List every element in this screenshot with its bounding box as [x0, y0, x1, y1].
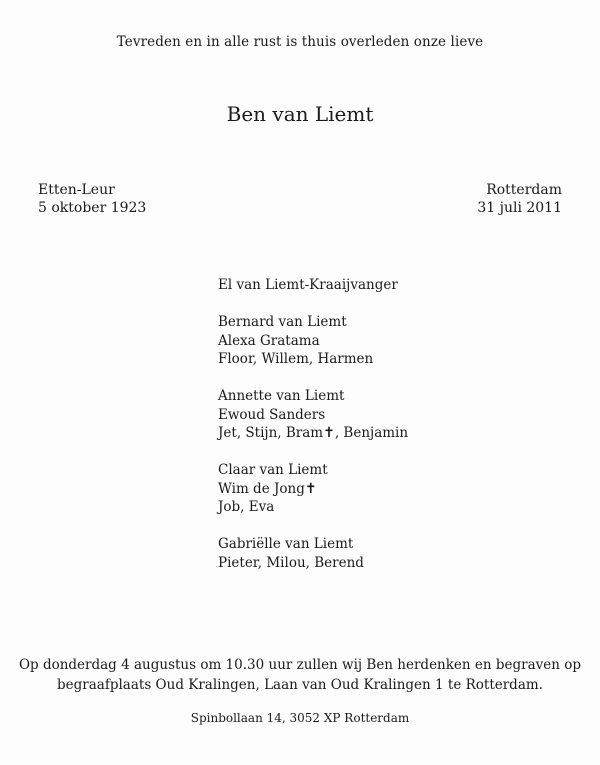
- family-member: Bernard van Liemt: [218, 314, 347, 330]
- family-group-annette: [218, 387, 408, 443]
- family-group-claar: [218, 461, 408, 517]
- announcement-line: begraafplaats Oud Kralingen, Laan van Oud Kralingen 1 te Rotterdam.: [57, 677, 543, 693]
- family-member: Claar van Liemt: [218, 462, 328, 478]
- death-place: Rotterdam: [486, 182, 562, 198]
- family-group-bernard: [218, 313, 408, 369]
- birth-place: Etten-Leur: [38, 182, 115, 198]
- family-member: Alexa Gratama: [218, 332, 320, 349]
- family-list: [218, 276, 408, 591]
- family-member: Pieter, Milou, Berend: [218, 554, 364, 571]
- death-info: [477, 181, 562, 217]
- family-member: Job, Eva: [218, 499, 275, 515]
- address: Spinbollaan 14, 3052 XP Rotterdam: [190, 711, 410, 725]
- cross-icon: ✝: [323, 425, 335, 441]
- deceased-name: Ben van Liemt: [226, 102, 374, 126]
- announcement-line: Op donderdag 4 augustus om 10.30 uur zullen wij Ben herdenken en begraven op: [18, 657, 582, 673]
- family-member: Ewoud Sanders: [218, 406, 326, 423]
- family-member-names: Wim de Jong: [218, 480, 305, 497]
- family-member: [218, 480, 408, 499]
- family-member: [218, 424, 408, 443]
- family-member-names: , Benjamin: [334, 425, 409, 441]
- family-group-gabrielle: [218, 535, 408, 572]
- intro-text: Tevreden en in alle rust is thuis overleden onze lieve: [116, 34, 484, 50]
- funeral-announcement: [0, 655, 600, 695]
- birth-info: [38, 181, 146, 217]
- cross-icon: ✝: [304, 480, 317, 497]
- family-member: Gabriëlle van Liemt: [218, 536, 354, 552]
- family-member: El van Liemt-Kraaijvanger: [218, 277, 398, 293]
- family-group-spouse: [218, 276, 408, 295]
- death-date: 31 juli 2011: [477, 200, 562, 216]
- family-member: Annette van Liemt: [218, 388, 345, 404]
- family-member: Floor, Willem, Harmen: [218, 351, 374, 367]
- family-member-names: Jet, Stijn, Bram: [218, 425, 324, 441]
- birth-date: 5 oktober 1923: [38, 200, 147, 216]
